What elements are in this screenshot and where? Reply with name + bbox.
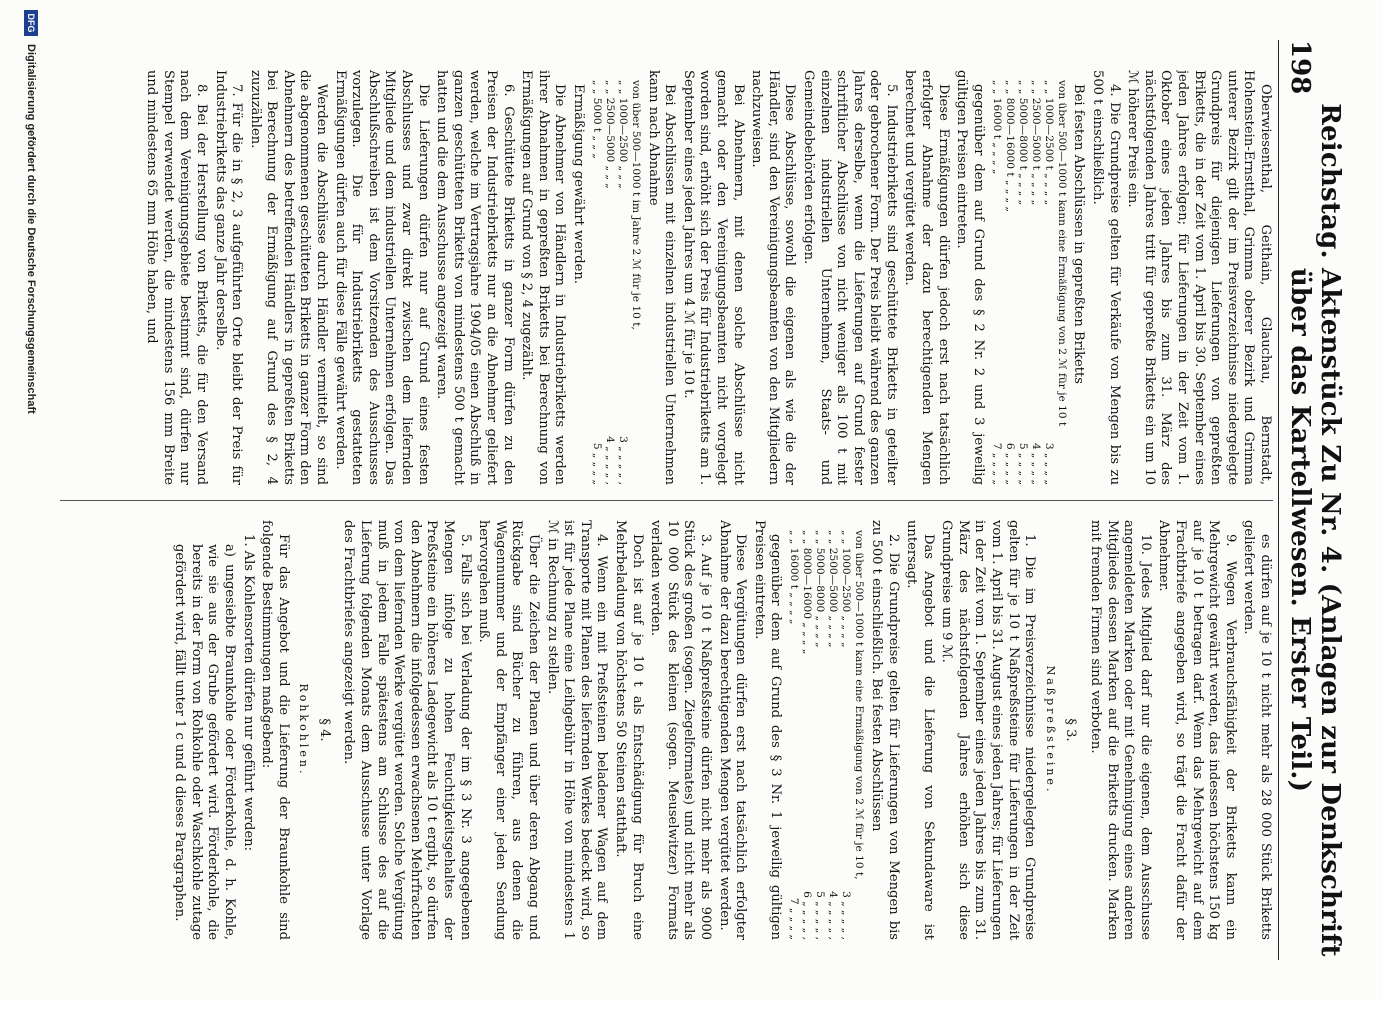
discount-table-row — [1003, 80, 1016, 485]
discount-amount: 3 „ „ „ „ , — [840, 891, 853, 940]
discount-table-row — [1016, 80, 1029, 485]
discount-range: „ „ 8000—16000 t „ „ „ „ — [1003, 80, 1016, 213]
discount-table-row — [800, 530, 813, 940]
section-subheading: Rohkohlen. — [297, 683, 311, 777]
discount-table — [990, 70, 1068, 485]
discount-range: „ „ 5000 t „ „ „ — [591, 80, 603, 159]
discount-amount: 5 „ „ „ „ , — [814, 891, 827, 940]
dfg-footer-note — [19, 0, 43, 1010]
left-column — [40, 70, 1273, 485]
paragraph: Werden die Abschlüsse durch Händler vermittelt, so sind die abgenommenen geschütteten Briketts in ganzer Form den Abnehmern des betreffenden Händlers in gepreßten Briketts bei Berechnung der Ermäßigung auf Grund des § 2, 4 zuzuzählen. — [247, 70, 330, 485]
page-header — [1278, 40, 1345, 960]
paragraph: Bei festen Abschlüssen in gepreßten Briketts — [1071, 84, 1087, 385]
discount-range: „ „ 5000—8000 „ „ „ „ — [814, 530, 827, 648]
discount-range: „ „ 5000—8000 t „ „ „ „ — [1016, 80, 1029, 206]
paragraph: gegenüber dem auf Grund des § 2 Nr. 2 und 3 jeweilig gültigen Preisen eintreten. — [954, 70, 986, 485]
discount-range: „ „ 1000—2500 „ „ „ „ — [840, 530, 853, 648]
right-column — [40, 520, 1273, 940]
paragraph: 7. Für die in § 2, 3 aufgeführten Orte bleibt der Preis für Industriebriketts das ganze Jahr derselbe. — [212, 70, 245, 485]
paragraph: 1. Die im Preisverzeichnisse niedergelegten Grundpreise gelten für je 10 t Naßpreßsteine für Lieferungen in der Zeit vom 1. April bis 31. August eines jeden Jahres; für Lieferungen in der Zeit vom 1. September eines jeden Jahres bis zum 31. März des nächstfolgenden Jahres erhöhen sich diese Grundpreise um 9 ℳ. — [939, 520, 1038, 940]
paragraph: 5. Falls sich bei Verladung der im § 3 Nr. 3 angegebenen Mengen infolge zu hohen Feuchtigkeitsgehaltes der Preßsteine ein höheres Ladegewicht als 10 t ergibt, so dürfen den Abnehmern die infolgedessen erwachsenen Mehrfrachten von dem liefernden Werke vergütet werden. Solche Vergütung muß in jedem Falle spätestens am Schlusse des auf die Lieferung folgenden Monats dem Ausschusse unter Vorlage des Frachtbriefes angezeigt werden. — [341, 520, 473, 940]
discount-amount: 4 „ „ „ „ , — [604, 436, 616, 485]
section-subheading: Naßpreßsteine. — [1043, 665, 1057, 795]
paragraph: 1. Als Kohlensorten dürfen nur geführt werden: — [240, 534, 256, 852]
paragraph: Diese Abschlüsse, sowohl die eigenen als wie die der Händler, sind den Vereinigungsbeamten von den Mitgliedern nachzuweisen. — [749, 70, 798, 485]
paragraph: 5. Industriebriketts sind geschüttete Briketts in geteilter oder gebrochener Form. Der Preis bleibt während des ganzen Jahres derselbe, wenn die Lieferungen auf Grund fester schriftlicher Abschlüsse von nicht weniger als 100 t mit einzelnen industriellen Unternehmen, Staats- und Gemeindebehörden erfolgen. — [800, 70, 899, 485]
paragraph: Die Lieferungen dürfen nur auf Grund eines festen Abschlusses und zwar direkt zwischen dem liefernden Mitgliede und dem industriellen Unternehmen erfolgen. Das Abschlußschreiben ist dem Vorsitzenden des Ausschusses vorzulegen. Die für Industriebriketts gestatteten Ermäßigungen dürfen auch für diese Fälle gewährt werden. — [332, 70, 431, 485]
discount-range: „ „ 2500—5000 „ „ „ — [604, 80, 616, 189]
discount-table-intro: von über 500—1000 t kann eine Ermäßigung von 2 ℳ für je 10 t — [1055, 80, 1068, 427]
discount-table-row — [813, 530, 826, 940]
discount-table-row — [590, 80, 603, 485]
paragraph: Bei Abnehmern, mit denen solche Abschlüsse nicht gemacht oder den Vereinigungsbeamten nicht vorgelegt worden sind, erhöht sich der Preis für Industriebriketts am 1. September eines jeden Jahres um 4 ℳ für je 10 t. — [680, 70, 746, 485]
discount-table-intro: von über 500—1000 t im Jahre 2 ℳ für je 10 t, — [630, 80, 642, 330]
dfg-footer-text: Digitalisierung gefördert durch die Deutsche Forschungsgemeinschaft — [25, 44, 37, 414]
discount-table — [590, 70, 642, 485]
paragraph: gegenüber dem auf Grund des § 3 Nr. 1 jeweilig gültigen Preisen eintreten. — [751, 520, 784, 940]
discount-table-row — [616, 80, 629, 485]
paragraph: 4. Die Grundpreise gelten für Verkäufe von Mengen bis zu 500 t einschließlich. — [1090, 70, 1122, 485]
discount-table-row — [990, 80, 1003, 485]
paragraph: Diese Vergütungen dürfen erst nach tatsächlich erfolgter Abnahme der dazu berechtigenden Mengen vergütet werden. — [716, 520, 749, 940]
paragraph: 10. Jedes Mitglied darf nur die eigenen, dem Ausschusse angemeldeten Marken oder mit Genehmigung eines anderen Mitgliedes dessen Marken auf die Briketts drucken. Marken mit fremden Firmen sind verboten. — [1088, 520, 1153, 940]
paragraph: Das Angebot und die Lieferung von Sekundaware ist untersagt. — [904, 520, 936, 940]
discount-amount: 5 „ „ „ „ — [591, 442, 603, 485]
page-number: 198 — [1285, 40, 1315, 95]
discount-amount: 7 „ „ „ „ — [990, 442, 1003, 485]
section-heading: § 4. — [316, 718, 332, 742]
paragraph: Ermäßigung gewährt werden. — [571, 84, 586, 284]
section-heading: § 3. — [1063, 718, 1079, 742]
discount-range: „ „ 1000—2500 „ „ „ — [617, 80, 629, 189]
column-divider — [60, 500, 1273, 501]
discount-amount: 5 „ „ „ „ — [1016, 442, 1029, 485]
discount-table — [787, 520, 865, 940]
discount-range: „ „ 2500—5000 „ „ „ „ — [827, 530, 840, 648]
paragraph: Doch ist auf je 10 t als Entschädigung für Bruch eine Mehrbeladung von höchstens 50 Steinen statthaft. — [613, 520, 645, 940]
discount-amount: 3 „ „ „ „ — [1042, 442, 1055, 485]
paragraph: 9. Wegen Verbrauchsfähigkeit der Briketts kann ein Mehrgewicht gewährt werden, das indessen höchstens 150 kg auf je 10 t betragen darf. Wenn das Mehrgewicht auf dem Frachtbriefe angegeben wird, so trägt die Fracht dafür der Abnehmer. — [1156, 520, 1238, 940]
page-title: Reichstag. Aktenstück Zu Nr. 4. (Anlagen zur Denkschrift über das Kartellwesen. Erster Teil.) — [1285, 103, 1345, 957]
discount-range: „ „ 1000—2500 t „ „ „ „ — [1042, 80, 1055, 206]
discount-range: „ „ 8000—16000 „ „ „ „ — [801, 530, 814, 655]
discount-range: „ „ 2500—5000 t „ „ „ „ — [1029, 80, 1042, 206]
discount-amount: 4 „ „ „ „ — [1029, 442, 1042, 485]
discount-range: „ „ 16000 t „ „ „ „ — [990, 80, 1003, 175]
discount-amount: 4 „ „ „ „ , — [827, 891, 840, 940]
paragraph: Diese Ermäßigungen dürfen jedoch erst nach tatsächlich erfolgter Abnahme der dazu berechtigenden Mengen berechnet und vergütet werden. — [902, 70, 951, 485]
list-item: a) ungesiebte Braunkohle oder Förderkohle, d. h. Kohle, wie sie aus der Grube gefördert wird. Förderkohle, die bereits in der Form von Rohkohle oder Waschkohle zutage gefördert wird, fällt unter 1 c und d dieses Paragraphen. — [172, 544, 237, 940]
discount-amount: 7 „ „ „ „ — [788, 897, 801, 940]
paragraph: 6. Geschüttete Briketts in ganzer Form dürfen zu den Preisen der Industriebriketts nur an die Abnehmer geliefert werden, welche im Vertragsjahre 1904/05 einen Abschluß in ganzen geschütteten Briketts von mindestens 500 t gemacht hatten und die dem Ausschusse angezeigt waren. — [434, 70, 516, 485]
dfg-logo: DFG — [24, 10, 38, 36]
discount-range: „ „ 16000 t „ „ „ „ — [788, 530, 801, 625]
discount-table-intro: von über 500—1000 t kann eine Ermäßigung von 2 ℳ für je 10 t, — [853, 530, 866, 880]
paragraph: 8. Bei der Herstellung von Briketts, die für den Versand nach dem Vereinigungsgebiete bestimmt sind, dürfen nur Stempel verwendet werden, die mindestens 156 mm Breite und mindestens 65 mm Höhe haben, und — [144, 70, 209, 485]
paragraph: Bei Abschlüssen mit einzelnen industriellen Unternehmen kann nach Abnahme — [645, 70, 678, 485]
paragraph: Oberwiesenthal, Geithain, Glauchau, Bernstadt, Hohenstein-Ernstthal, Grimma oberer Bezirk und Grimma unterer Bezirk gilt der im Preisverzeichnisse niedergelegte Grundpreis für diejenigen Lieferungen von gepreßten Briketts, die in der Zeit vom 1. April bis 30. September eines jeden Jahres erfolgen; für Lieferungen in der Zeit vom 1. Oktober eines jeden Jahres bis zum 31. März des nächstfolgenden Jahres tritt für gepreßte Briketts ein um 10 ℳ höherer Preis ein. — [1125, 70, 1273, 485]
discount-amount: 3 „ „ „ „ , — [617, 436, 629, 485]
discount-table-row — [1029, 80, 1042, 485]
paragraph: 3. Auf je 10 t Naßpreßsteine dürfen nicht mehr als 9000 Stück des großen (sogen. Ziegelformates) und nicht mehr als 10 000 Stück des kleinen (sogen. Meuselwitzer) Formats verladen werden. — [648, 520, 713, 940]
discount-amount: 6 „ „ „ „ , — [801, 891, 814, 940]
discount-table-row — [826, 530, 839, 940]
discount-table-row — [603, 80, 616, 485]
discount-amount: 6 „ „ „ „ — [1003, 442, 1016, 485]
paragraph: Für das Angebot und die Lieferung der Braunkohle sind folgende Bestimmungen maßgebend: — [259, 520, 291, 940]
discount-table-row — [1042, 80, 1055, 485]
paragraph: es dürfen auf je 10 t nicht mehr als 28 000 Stück Briketts geliefert werden. — [1241, 520, 1273, 940]
discount-table-row — [787, 530, 800, 940]
paragraph: 4. Wenn ein mit Preßsteinen beladener Wagen auf dem Transporte mit Planen des liefernden Werkes bedeckt wird, so ist für jede Plane eine Leihgebühr in Höhe von mindestens 1 ℳ in Rechnung zu stellen. — [544, 520, 610, 940]
paragraph: 2. Die Grundpreise gelten für Lieferungen von Mengen bis zu 500 t einschließlich. Bei festen Abschlüssen — [868, 520, 901, 940]
paragraph: Über die Zeichen der Planen und über deren Abgang und Rückgabe sind Bücher zu führen, aus denen die Wagennummer und der Empfänger einer jeden Sendung hervorgehen muß. — [476, 520, 542, 940]
discount-table-row — [839, 530, 852, 940]
paragraph: Die Abnehmer von Händlern in Industriebriketts werden ihrer Abnahmen in gepreßten Briketts bei Berechnung von Ermäßigungen auf Grund von § 2, 4 zugezählt. — [519, 70, 568, 485]
